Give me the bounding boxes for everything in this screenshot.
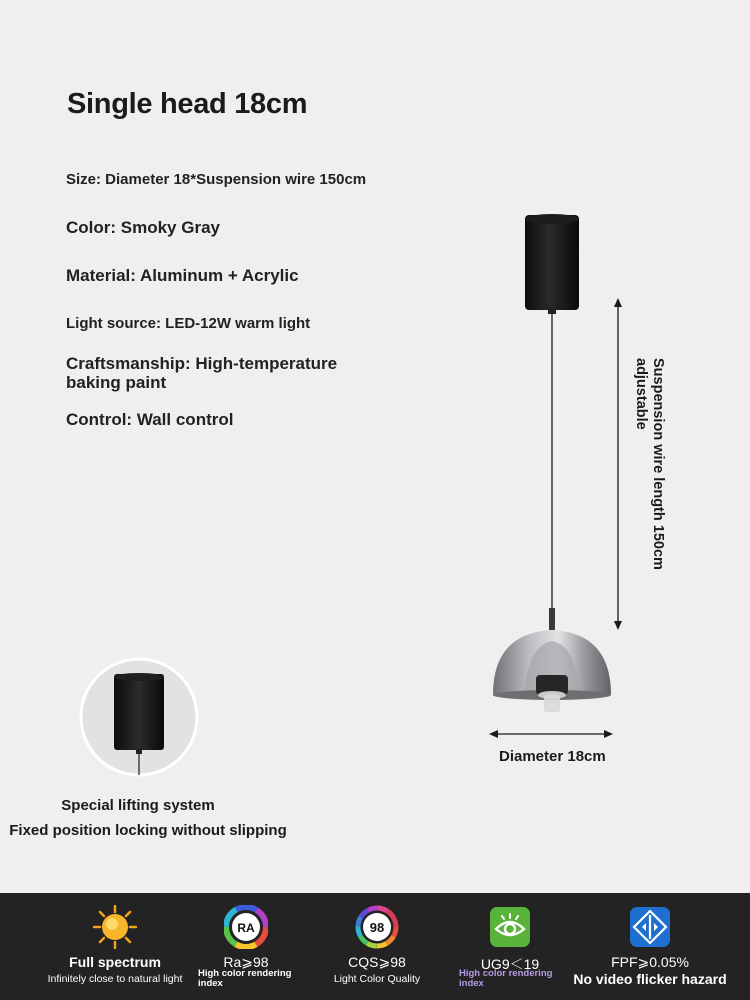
spec-material: Material: Aluminum + Acrylic: [66, 266, 299, 285]
feature-ug: [456, 893, 564, 1000]
spec-light-source: Light source: LED-12W warm light: [66, 315, 311, 332]
spec-craft-line2: baking paint: [66, 373, 167, 392]
feature-sub-line2: index: [459, 978, 484, 989]
suspension-length-line2: adjustable: [633, 358, 649, 430]
page-title: Single head 18cm: [67, 88, 308, 120]
spec-control: Control: Wall control: [66, 410, 234, 429]
feature-full-spectrum: [20, 893, 210, 1000]
flicker-shield-icon: [628, 905, 672, 949]
feature-sub-line2: index: [198, 978, 223, 989]
feature-main: UG9＜19: [480, 956, 540, 972]
suspension-length-arrow: [610, 298, 626, 630]
feature-bar: [0, 893, 750, 1000]
spec-size: Size: Diameter 18*Suspension wire 150cm: [66, 171, 367, 188]
sun-icon: [93, 905, 137, 949]
ra-color-wheel-icon: [224, 905, 268, 949]
feature-sub: Light Color Quality: [333, 973, 421, 985]
diameter-label: Diameter 18cm: [499, 748, 606, 765]
feature-sub-line1: High color rendering: [198, 968, 292, 979]
ceiling-canopy: [525, 215, 579, 310]
spec-color: Color: Smoky Gray: [66, 218, 220, 237]
feature-ra: [196, 893, 296, 1000]
suspension-length-label: [626, 358, 666, 570]
pendant-lamp-illustration: [480, 205, 630, 725]
feature-main: CQS⩾98: [348, 954, 406, 970]
lifting-title: Special lifting system: [61, 797, 215, 814]
spec-craft-line1: Craftsmanship: High-temperature: [66, 354, 338, 373]
feature-fpf: [568, 893, 732, 1000]
lifting-system-detail: [78, 656, 200, 778]
ra-badge-text: RA: [237, 921, 255, 935]
cqs-badge-text: 98: [369, 920, 385, 935]
feature-sub-line1: High color rendering: [459, 968, 553, 979]
lifting-subtitle: Fixed position locking without slipping: [9, 822, 287, 839]
feature-cqs: [318, 893, 436, 1000]
feature-main: FPF⩾0.05%: [611, 954, 689, 970]
eye-icon: [488, 905, 532, 949]
feature-main: Full spectrum: [69, 954, 161, 970]
feature-sub: No video flicker hazard: [573, 971, 727, 987]
feature-sub: Infinitely close to natural light: [47, 973, 183, 985]
feature-main: Ra⩾98: [223, 954, 269, 970]
cqs-color-wheel-icon: [355, 905, 399, 949]
diameter-arrow: [489, 728, 613, 740]
feature-sub: [198, 969, 291, 989]
feature-sub: [459, 969, 552, 989]
suspension-length-line1: Suspension wire length 150cm: [650, 358, 666, 570]
